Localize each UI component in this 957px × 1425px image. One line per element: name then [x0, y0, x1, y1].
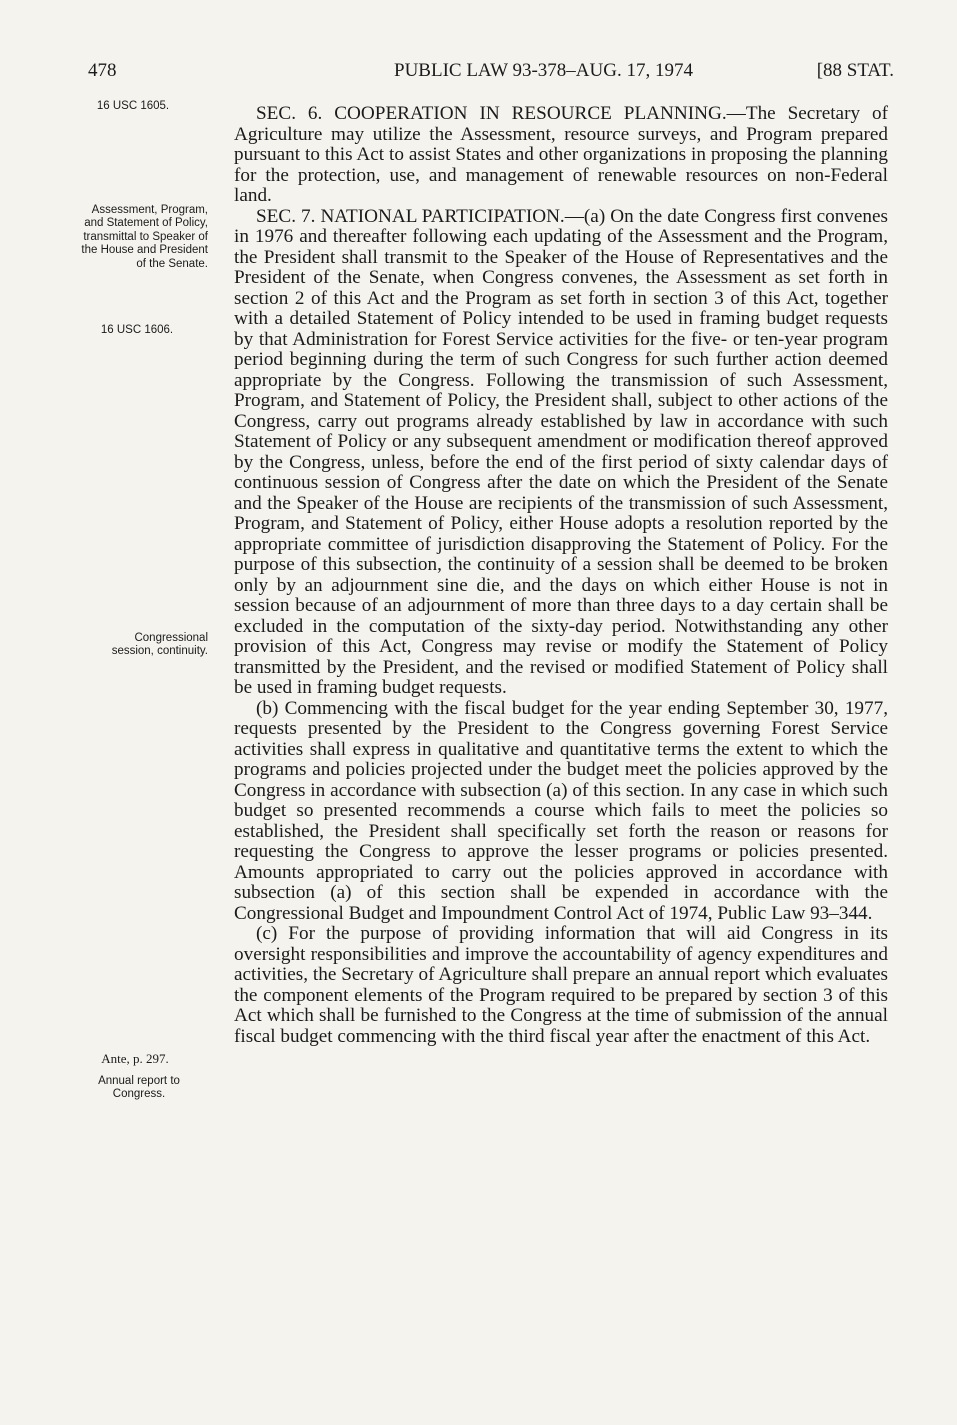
margin-note-ante: Ante, p. 297.	[101, 1051, 169, 1066]
body-text	[234, 104, 888, 1047]
page-number: 478	[88, 60, 117, 81]
statute-reference: [88 STAT.	[816, 60, 894, 81]
margin-note-annual-report: Annual report to Congress.	[98, 1075, 180, 1101]
running-title: PUBLIC LAW 93-378–AUG. 17, 1974	[394, 60, 693, 81]
section-6-text: —The Secretary of Agriculture may utilize the Assessment, resource surveys, and Program prepared pursuant to this Act to assist States and other organizations in proposing the planning for the protection, use, and management of renewable resources on non-Federal land.	[234, 103, 888, 206]
margin-note-session-continuity: Congressional session, continuity.	[111, 632, 208, 658]
page-header	[88, 60, 894, 86]
section-7-b: (b) Commencing with the fiscal budget for the year ending September 30, 1977, requests presented by the President to the Congress governing Forest Service activities shall express in qualitative and quantitative terms the extent to which the programs and policies projected under the budget meet the policies approved by the Congress in accordance with subsection (a) of this section. In any case in which such budget so presented recommends a course which fails to meet the policies so established, the President shall specifically set forth the reason or reasons for requesting the Congress to approve the lesser programs or policies presented. Amounts appropriated to carry out the policies approved in accordance with subsection (a) of this section shall be expended in accordance with the Congressional Budget and Impoundment Control Act of 1974, Public Law 93–344.	[234, 697, 888, 924]
section-6	[234, 104, 888, 207]
section-7-c: (c) For the purpose of providing information that will aid Congress in its oversight responsibilities and improve the accountability of agency expenditures and activities, the Secretary of Agriculture shall prepare an annual report which evaluates the component elements of the Program required to be prepared by section 3 of this Act which shall be furnished to the Congress at the time of submission of the annual fiscal budget commencing with the third fiscal year after the enactment of this Act.	[234, 923, 888, 1047]
margin-note-assessment-transmittal: Assessment, Program, and Statement of Policy, transmittal to Speaker of the House and President of the Senate.	[81, 204, 208, 270]
margin-note-16-usc-1606: 16 USC 1606.	[100, 324, 174, 336]
section-6-heading: SEC. 6. COOPERATION IN RESOURCE PLANNING.	[256, 103, 727, 124]
section-7-heading: SEC. 7. NATIONAL PARTICIPATION.	[256, 205, 565, 227]
margin-note-16-usc-1605: 16 USC 1605.	[96, 100, 170, 112]
section-7-a-text: —(a) On the date Congress first convenes in 1976 and thereafter following each updating of the Assessment and the Program, the President shall transmit to the Speaker of the House of Representatives and the President of the Senate, when Congress convenes, the Assessment as set forth in section 2 of this Act and the Program as set forth in section 3 of this Act, together with a detailed Statement of Policy intended to be used in framing budget requests by that Administration for Forest Service activities for the five- or ten-year program period beginning during the term of such Congress for such further action deemed appropriate by the Congress. Following the transmission of such Assessment, Program, and Statement of Policy, the President shall, subject to other actions of the Congress, carry out programs already established by law in accordance with such Statement of Policy or any subsequent amendment or modification thereof approved by the Congress, unless, before the end of the first period of sixty calendar days of continuous session of Congress after the date on which the President of the Senate and the Speaker of the House are recipients of the transmission of such Assessment, Program, and Statement of Policy, either House adopts a resolution reported by the appropriate committee of jurisdiction disapproving the Statement of Policy. For the purpose of this subsection, the continuity of a session shall be deemed to be broken only by an adjournment sine die, and the days on which either House is not in session because of an adjournment of more than three days to a day certain shall be excluded in the computation of the sixty-day period. Notwithstanding any other provision of this Act, Congress may revise or modify the Statement of Policy transmitted by the President, and the revised or modified Statement of Policy shall be used in framing budget requests.	[234, 205, 888, 698]
section-7-a	[234, 207, 888, 699]
